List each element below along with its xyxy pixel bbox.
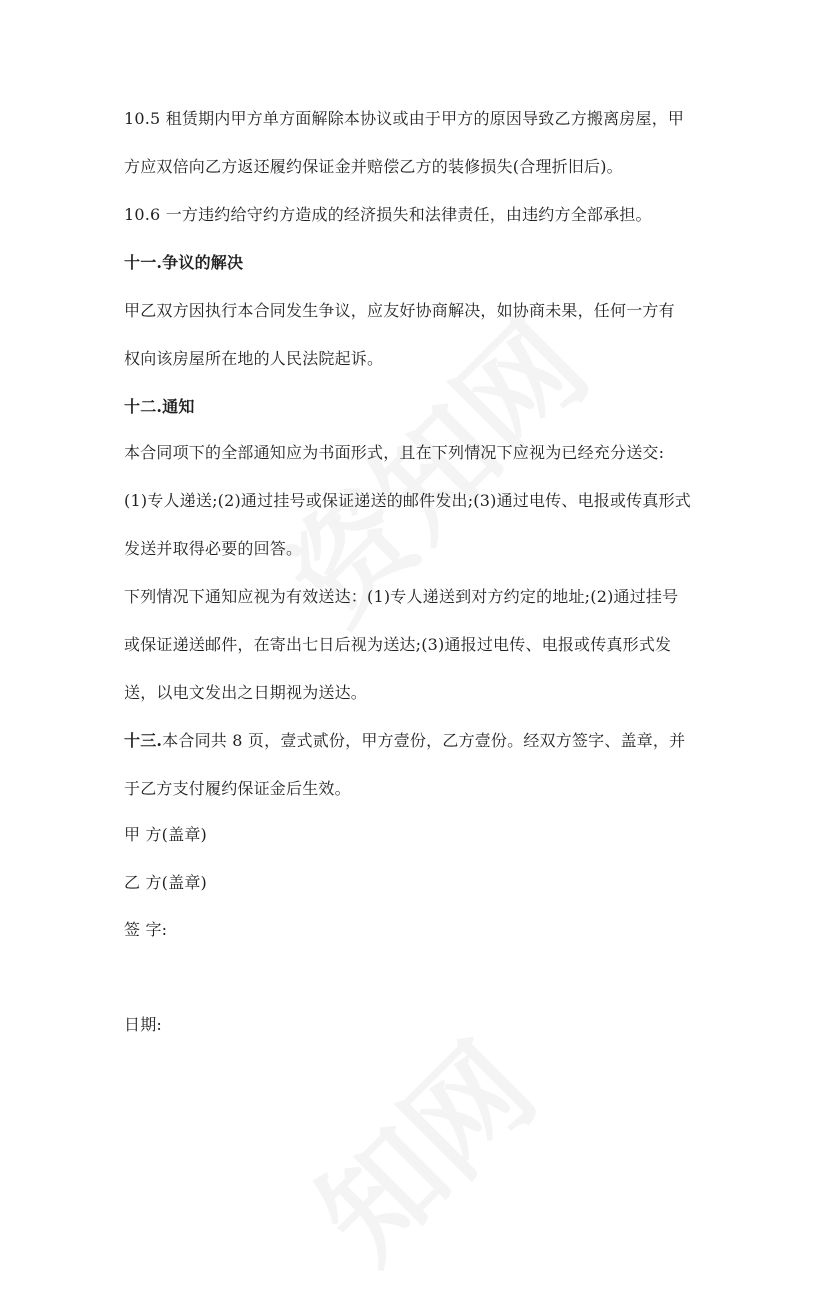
clause-10-5-line-2: 方应双倍向乙方返还履约保证金并赔偿乙方的装修损失(合理折旧后)。: [124, 157, 623, 176]
section-11-line-2: 权向该房屋所在地的人民法院起诉。: [124, 349, 384, 368]
clause-10-6: 10.6 一方违约给守约方造成的经济损失和法律责任，由违约方全部承担。: [124, 205, 652, 224]
section-12-line-1: 本合同项下的全部通知应为书面形式，且在下列情况下应视为已经充分送交:: [124, 443, 665, 462]
section-12-line-6: 送，以电文发出之日期视为送达。: [124, 683, 368, 702]
section-12-line-3: 发送并取得必要的回答。: [124, 539, 303, 558]
section-13-text: 本合同共 8 页，壹式贰份，甲方壹份，乙方壹份。经双方签字、盖章，并: [162, 731, 686, 750]
section-13-line-1: [124, 729, 685, 753]
section-13-line-2: 于乙方支付履约保证金后生效。: [124, 779, 351, 798]
date-label: 日期:: [124, 1015, 162, 1034]
section-12-heading: 十二.通知: [124, 397, 195, 416]
section-12-line-2: (1)专人递送;(2)通过挂号或保证递送的邮件发出;(3)通过电传、电报或传真形式: [124, 491, 691, 510]
party-b-seal: 乙 方(盖章): [124, 873, 207, 892]
clause-10-5-line-1: 10.5 租赁期内甲方单方面解除本协议或由于甲方的原因导致乙方搬离房屋，甲: [124, 109, 685, 128]
section-13-prefix: 十三.: [124, 731, 163, 750]
signature-label: 签 字:: [124, 920, 168, 939]
section-11-line-1: 甲乙双方因执行本合同发生争议，应友好协商解决，如协商未果，任何一方有: [124, 301, 675, 320]
section-12-line-4: 下列情况下通知应视为有效送达：(1)专人递送到对方约定的地址;(2)通过挂号: [124, 587, 679, 606]
party-a-seal: 甲 方(盖章): [124, 825, 207, 844]
section-11-heading: 十一.争议的解决: [124, 253, 244, 272]
section-12-line-5: 或保证递送邮件，在寄出七日后视为送达;(3)通报过电传、电报或传真形式发: [124, 635, 672, 654]
